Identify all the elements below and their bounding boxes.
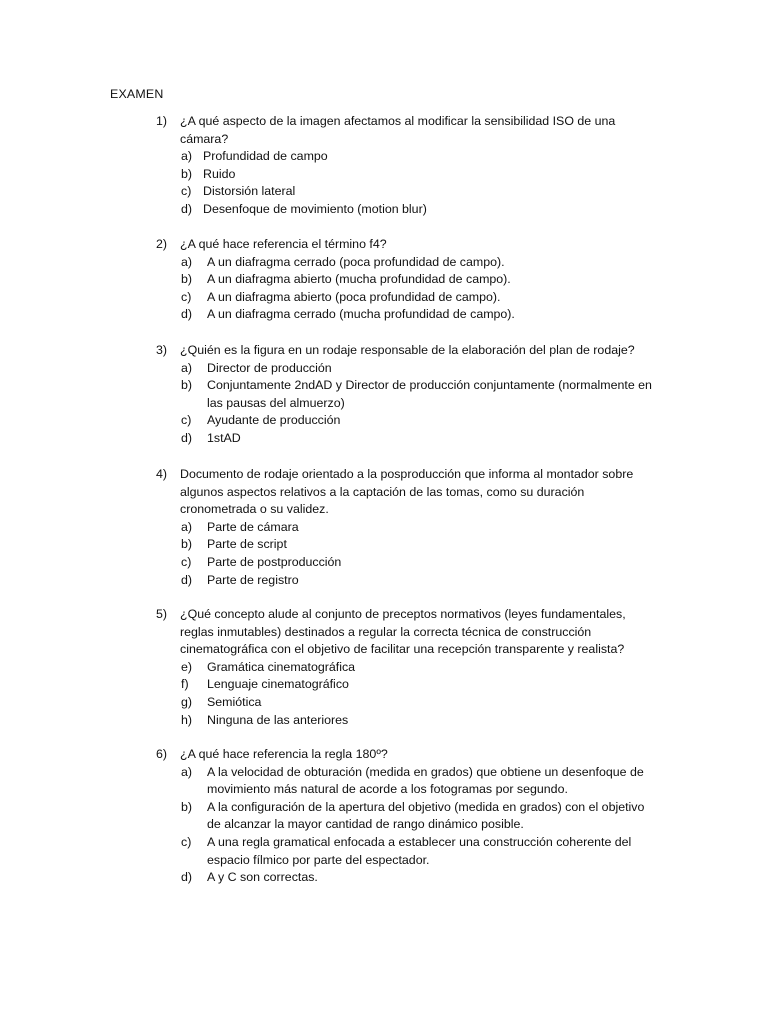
option-text: Parte de cámara [207, 519, 299, 534]
option-letter: b) [181, 166, 193, 181]
option-text: A y C son correctas. [207, 870, 318, 885]
option-list [156, 360, 656, 448]
option-text: Profundidad de campo [203, 149, 328, 164]
option-c [156, 183, 656, 201]
option-text: A un diafragma abierto (mucha profundidad de campo). [207, 272, 511, 287]
option-text: A un diafragma cerrado (mucha profundidad de campo). [207, 307, 515, 322]
option-text: A la configuración de la apertura del objetivo (medida en grados) con el objetivo de alcanzar la mayor cantidad de rango dinámico posible. [207, 799, 645, 832]
option-d [156, 572, 656, 590]
question-4 [156, 466, 656, 589]
option-letter: b) [181, 799, 193, 814]
option-c [156, 554, 656, 572]
option-letter: b) [181, 537, 193, 552]
option-text: Director de producción [207, 360, 332, 375]
option-c [156, 412, 656, 430]
option-text: Parte de postproducción [207, 554, 342, 569]
option-c [156, 289, 656, 307]
option-letter: a) [181, 254, 193, 269]
option-letter: a) [181, 149, 193, 164]
option-text: Parte de script [207, 537, 287, 552]
option-letter: d) [181, 430, 193, 445]
option-h [156, 712, 656, 730]
option-a [156, 254, 656, 272]
option-b [156, 377, 656, 412]
question-1 [156, 113, 656, 219]
option-letter: d) [181, 572, 193, 587]
option-a [156, 360, 656, 378]
question-text: ¿A qué hace referencia la regla 180º? [180, 747, 388, 761]
question-5 [156, 606, 656, 729]
option-a [156, 519, 656, 537]
option-letter: e) [181, 659, 193, 674]
question-2 [156, 236, 656, 324]
option-b [156, 799, 656, 834]
option-letter: d) [181, 307, 193, 322]
option-d [156, 869, 656, 887]
question-header [156, 746, 656, 764]
option-a [156, 148, 656, 166]
question-header [156, 466, 656, 519]
option-list [156, 519, 656, 589]
question-text: ¿Qué concepto alude al conjunto de preceptos normativos (leyes fundamentales, reglas inmutables) destinados a regular la correcta técnica de construcción cinematográfica con el objetivo de facilitar una recepción transparente y realista? [180, 607, 626, 657]
question-number: 1) [156, 114, 168, 128]
option-a [156, 764, 656, 799]
option-text: Conjuntamente 2ndAD y Director de producción conjuntamente (normalmente en las pausas del almuerzo) [207, 378, 652, 410]
option-text: Desenfoque de movimiento (motion blur) [203, 201, 427, 216]
question-number: 5) [156, 607, 168, 621]
option-text: Ninguna de las anteriores [207, 712, 349, 727]
question-number: 4) [156, 467, 168, 481]
question-header [156, 236, 656, 254]
option-f [156, 676, 656, 694]
question-3 [156, 342, 656, 448]
option-letter: d) [181, 201, 193, 216]
option-d [156, 201, 656, 219]
option-text: A un diafragma abierto (poca profundidad de campo). [207, 289, 501, 304]
option-list [156, 254, 656, 324]
question-text: Documento de rodaje orientado a la posproducción que informa al montador sobre algunos aspectos relativos a la captación de las tomas, como su duración cronometrada o su validez. [180, 467, 634, 517]
option-e [156, 659, 656, 677]
option-letter: a) [181, 764, 193, 779]
option-b [156, 166, 656, 184]
option-letter: a) [181, 360, 193, 375]
question-number: 3) [156, 343, 168, 357]
option-letter: c) [181, 554, 192, 569]
option-g [156, 694, 656, 712]
question-text: ¿Quién es la figura en un rodaje responsable de la elaboración del plan de rodaje? [180, 343, 635, 357]
option-text: Ruido [203, 166, 236, 181]
option-text: Ayudante de producción [207, 413, 341, 428]
option-text: Lenguaje cinematográfico [207, 677, 349, 692]
question-header [156, 342, 656, 360]
option-text: A una regla gramatical enfocada a establecer una construcción coherente del espacio fílmico por parte del espectador. [207, 834, 632, 867]
option-letter: d) [181, 870, 193, 885]
option-text: A la velocidad de obturación (medida en grados) que obtiene un desenfoque de movimiento más natural de acorde a los fotogramas por segundo. [207, 764, 644, 797]
option-letter: a) [181, 519, 193, 534]
question-text: ¿A qué aspecto de la imagen afectamos al modificar la sensibilidad ISO de una cámara? [180, 114, 616, 146]
question-header [156, 113, 656, 148]
option-b [156, 536, 656, 554]
option-letter: g) [181, 694, 193, 709]
option-letter: h) [181, 712, 193, 727]
option-list [156, 148, 656, 218]
option-text: Semiótica [207, 694, 262, 709]
option-letter: c) [181, 184, 192, 199]
option-text: 1stAD [207, 430, 241, 445]
option-list [156, 659, 656, 729]
option-text: Gramática cinematográfica [207, 659, 356, 674]
option-text: A un diafragma cerrado (poca profundidad de campo). [207, 254, 505, 269]
option-letter: c) [181, 289, 192, 304]
question-6 [156, 746, 656, 887]
option-letter: b) [181, 378, 193, 393]
option-letter: c) [181, 834, 192, 849]
option-text: Parte de registro [207, 572, 299, 587]
option-d [156, 430, 656, 448]
option-text: Distorsión lateral [203, 184, 296, 199]
document-title: EXAMEN [110, 87, 164, 101]
option-d [156, 306, 656, 324]
question-number: 6) [156, 747, 168, 761]
option-letter: b) [181, 272, 193, 287]
question-text: ¿A qué hace referencia el término f4? [180, 237, 387, 251]
option-b [156, 271, 656, 289]
option-letter: c) [181, 413, 192, 428]
option-list [156, 764, 656, 887]
question-number: 2) [156, 237, 168, 251]
option-c [156, 834, 656, 869]
option-letter: f) [181, 677, 189, 692]
question-header [156, 606, 656, 659]
